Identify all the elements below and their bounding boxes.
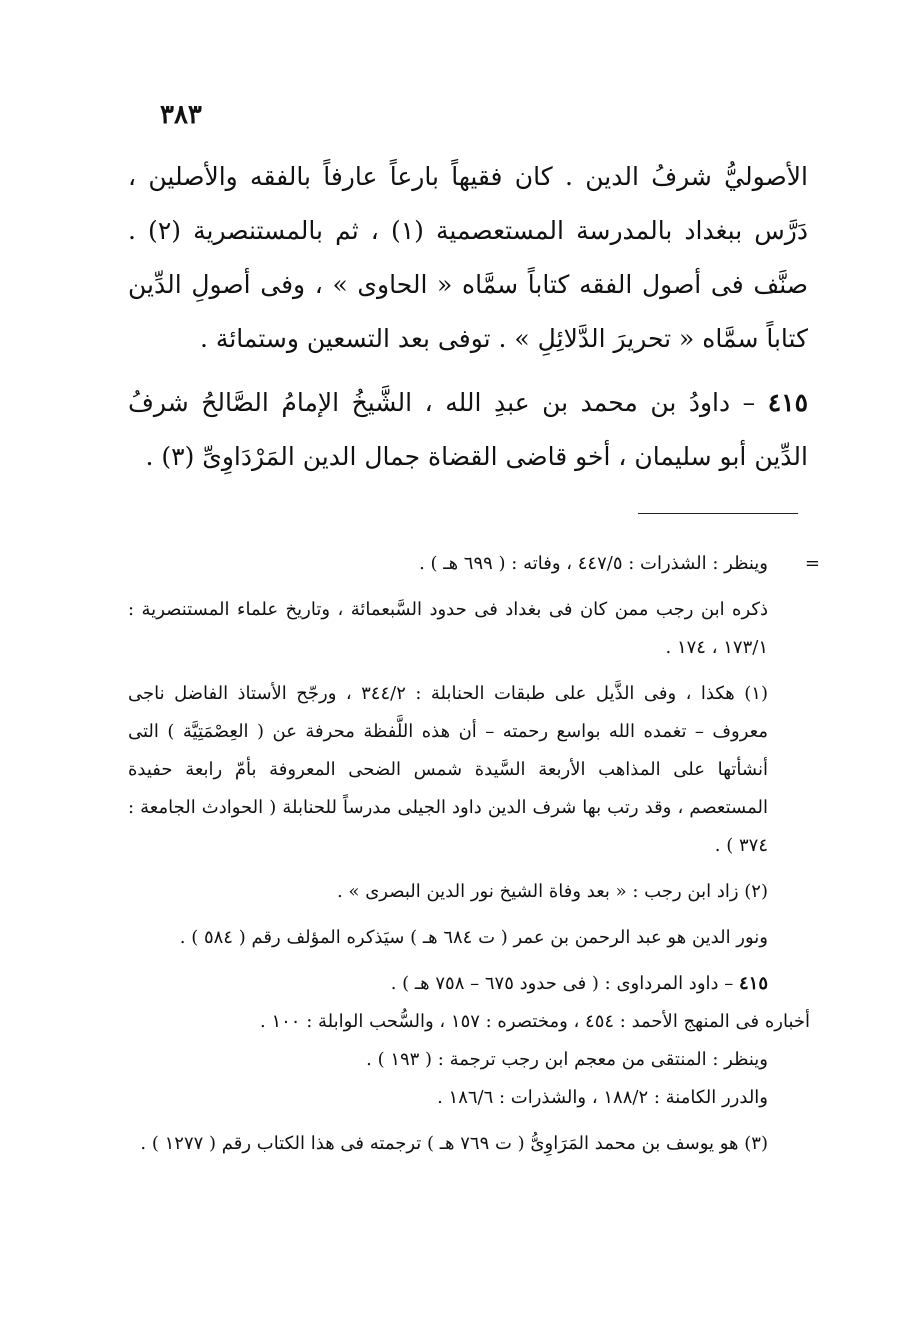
footnote-2-cont: ونور الدين هو عبد الرحمن بن عمر ( ت ٦٨٤ هـ ) سيَذكره المؤلف رقم ( ٥٨٤ ) . (179, 927, 768, 948)
footnote-text: وينظر : الشذرات : ٤٤٧/٥ ، وفاته : ( ٦٩٩ هـ ) . (419, 553, 768, 574)
footnote-text: وينظر : المنتقى من معجم ابن رجب ترجمة : ( ١٩٣ ) . (366, 1049, 768, 1070)
main-text (128, 150, 808, 484)
footnotes (128, 545, 820, 1163)
footnote-3: (٣) هو يوسف بن محمد المَرَاوِىُّ ( ت ٧٦٩ هـ ) ترجمته فى هذا الكتاب رقم ( ١٢٧٧ ) . (140, 1133, 768, 1154)
entry-text: – داودُ بن محمد بن عبدِ الله ، الشَّيخُ الإمامُ الصَّالحُ شرفُ الدِّين أبو سليمان ، أخو قاضى القضاة جمال الدين المَرْدَاوِىِّ (٣) . (128, 388, 808, 471)
footnote-divider (638, 513, 798, 514)
entry-415 (128, 376, 808, 484)
footnote-2: (٢) زاد ابن رجب : « بعد وفاة الشيخ نور الدين البصرى » . (337, 881, 768, 902)
footnote-entry-text: – داود المرداوى : ( فى حدود ٦٧٥ – ٧٥٨ هـ ) . (390, 973, 734, 994)
footnote-entry-number: ٤١٥ (738, 973, 768, 994)
continuation-mark: = (804, 553, 820, 574)
footnote-text: أخباره فى المنهج الأحمد : ٤٥٤ ، ومختصره : ١٥٧ ، والسُّحب الوابلة : ١٠٠ . (260, 1011, 810, 1032)
paragraph-continuation: الأصوليُّ شرفُ الدين . كان فقيهاً بارعاً عارفاً بالفقه والأصلين ، دَرَّس ببغداد بالمدرسة المستعصمية (١) ، ثم بالمستنصرية (٢) . صنَّف فى أصول الفقه كتاباً سمَّاه « الحاوى » ، وفى أصولِ الدِّين كتاباً سمَّاه « تحريرَ الدَّلائِلِ » . توفى بعد التسعين وستمائة . (128, 162, 808, 353)
footnote-text: ذكره ابن رجب ممن كان فى بغداد فى حدود السَّبعمائة ، وتاريخ علماء المستنصرية : ١٧٣/١ ، ١٧٤ . (128, 599, 768, 658)
page-number: ٣٨٣ (160, 100, 202, 130)
footnote-continuation-line (128, 545, 820, 583)
footnote-text: والدرر الكامنة : ١٨٨/٢ ، والشذرات : ١٨٦/٦ . (437, 1087, 768, 1108)
footnote-1: (١) هكذا ، وفى الذَّيل على طبقات الحنابلة : ٣٤٤/٢ ، ورجّح الأستاذ الفاضل ناجى معروف – تغمده الله بواسع رحمته – أن هذه اللَّفظة محرفة عن ( العِصْمَتِيَّة ) التى أنشأتها على المذاهب الأربعة السَّيدة شمس الضحى المعروفة بأمّ رابعة حفيدة المستعصم ، وقد رتب بها شرف الدين داود الجيلى مدرساً للحنابلة ( الحوادث الجامعة : ٣٧٤ ) . (128, 683, 768, 856)
footnote-entry-415 (128, 965, 810, 1003)
entry-number: ٤١٥ (767, 388, 809, 417)
